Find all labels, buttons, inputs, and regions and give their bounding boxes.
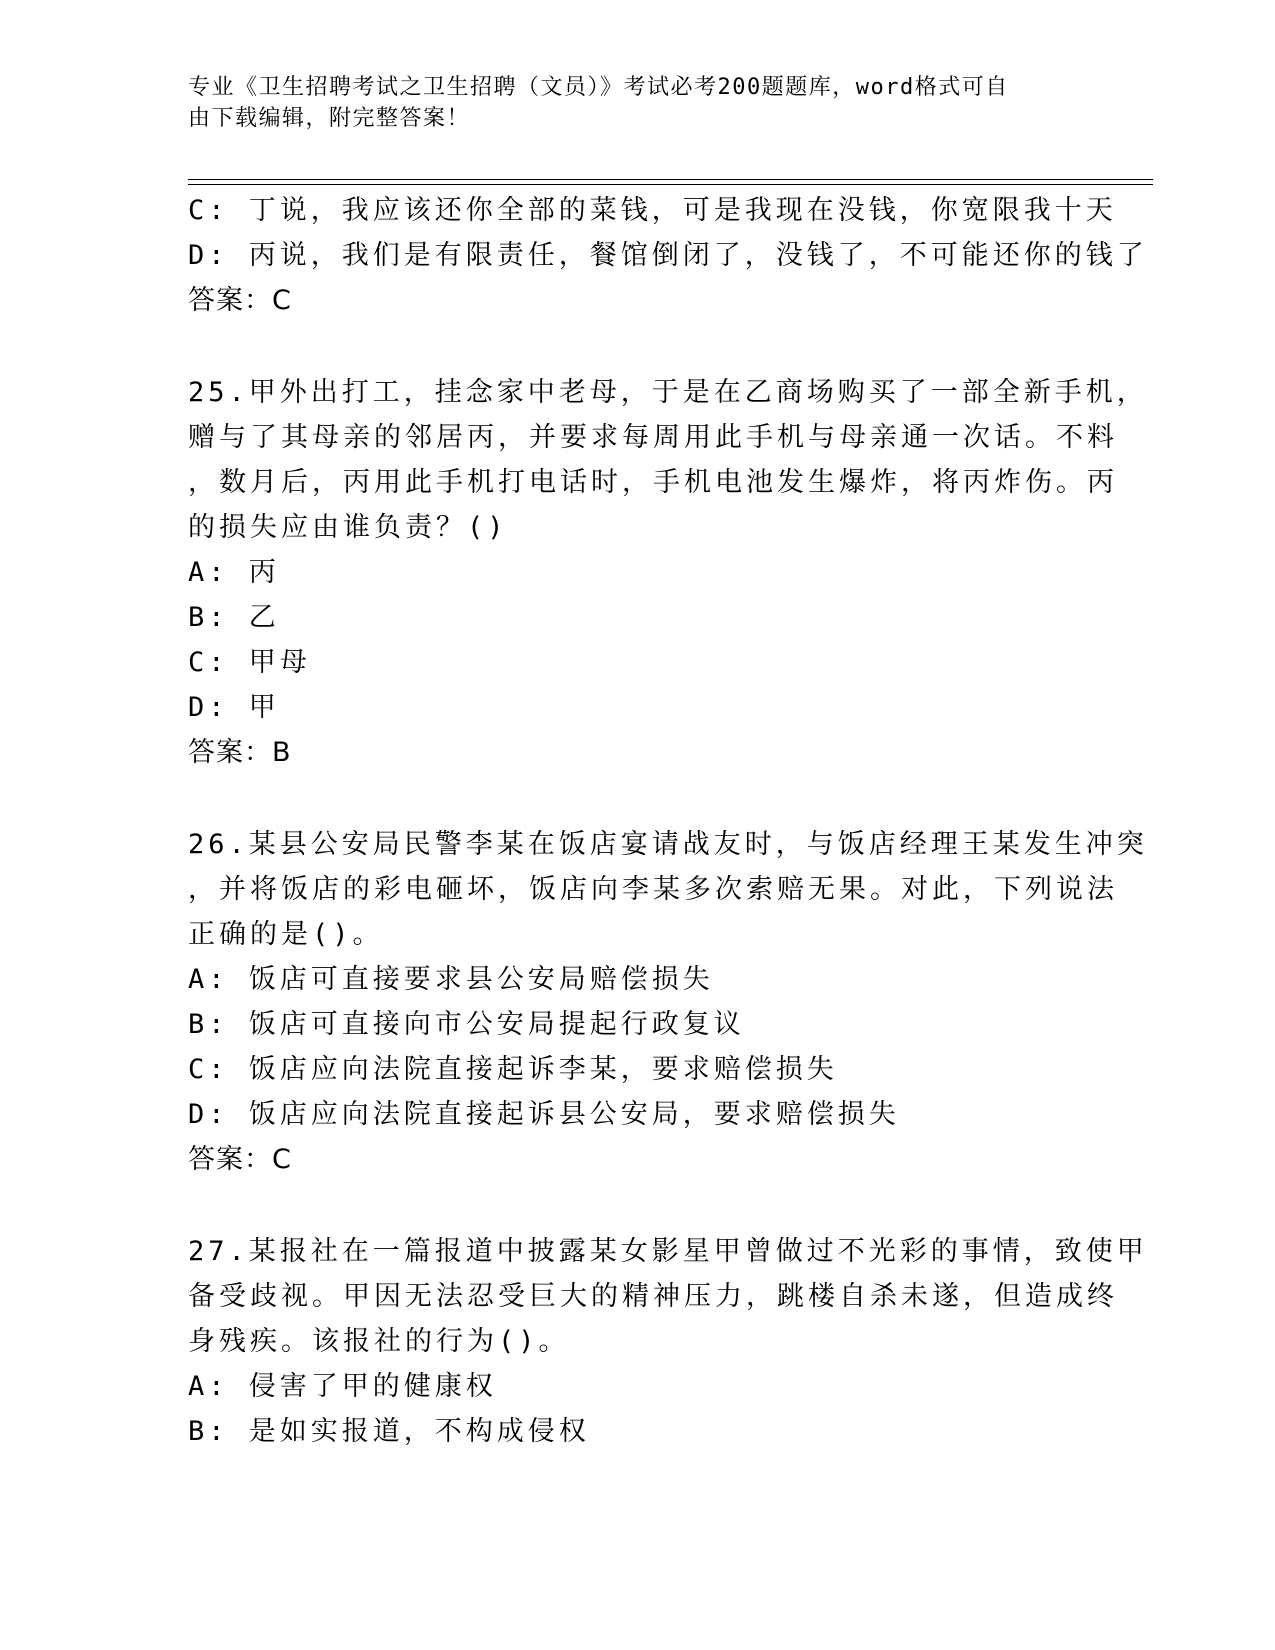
document-body <box>188 188 1148 1454</box>
option-c: C: 丁说，我应该还你全部的菜钱，可是我现在没钱，你宽限我十天 <box>188 195 1117 226</box>
stem-line: 26.某县公安局民警李某在饭店宴请战友时，与饭店经理王某发生冲突 <box>188 829 1148 860</box>
stem-line: 身残疾。该报社的行为()。 <box>188 1326 570 1357</box>
option-d: D: 甲 <box>188 692 280 723</box>
stem-line: 备受歧视。甲因无法忍受巨大的精神压力，跳楼自杀未遂，但造成终 <box>188 1281 1118 1312</box>
option-b: B: 乙 <box>188 602 280 633</box>
option-a: A: 饭店可直接要求县公安局赔偿损失 <box>188 964 714 995</box>
stem-line: ，数月后，丙用此手机打电话时，手机电池发生爆炸，将丙炸伤。丙 <box>188 467 1118 498</box>
option-a: A: 丙 <box>188 557 280 588</box>
stem-line: 的损失应由谁负责？() <box>188 512 508 543</box>
question-stem <box>188 370 1148 550</box>
stem-line: ，并将饭店的彩电砸坏，饭店向李某多次索赔无果。对此，下列说法 <box>188 874 1118 905</box>
answer: 答案：C <box>188 1144 292 1175</box>
spacer <box>188 775 1088 822</box>
option-c: C: 饭店应向法院直接起诉李某，要求赔偿损失 <box>188 1054 838 1085</box>
stem-line: 27.某报社在一篇报道中披露某女影星甲曾做过不光彩的事情，致使甲 <box>188 1236 1148 1267</box>
question-26 <box>188 822 1148 1182</box>
answer: 答案：C <box>188 285 292 316</box>
spacer <box>188 1182 1088 1229</box>
option-b: B: 是如实报道，不构成侵权 <box>188 1416 590 1447</box>
question-25 <box>188 370 1148 775</box>
stem-line: 赠与了其母亲的邻居丙，并要求每周用此手机与母亲通一次话。不料 <box>188 422 1118 453</box>
spacer <box>188 323 1088 370</box>
header-divider-bottom <box>188 184 1153 185</box>
option-c: C: 甲母 <box>188 647 311 678</box>
question-stem <box>188 822 1148 957</box>
header-line-2: 由下载编辑，附完整答案！ <box>188 106 471 131</box>
header-line-1: 专业《卫生招聘考试之卫生招聘（文员）》考试必考200题题库，word格式可自 <box>188 75 1009 100</box>
option-b: B: 饭店可直接向市公安局提起行政复议 <box>188 1009 745 1040</box>
stem-line: 正确的是()。 <box>188 919 384 950</box>
option-d: D: 饭店应向法院直接起诉县公安局，要求赔偿损失 <box>188 1099 900 1130</box>
answer: 答案：B <box>188 737 292 768</box>
question-stem <box>188 1229 1148 1364</box>
header-divider-top <box>188 179 1153 180</box>
stem-line: 25.甲外出打工，挂念家中老母，于是在乙商场购买了一部全新手机， <box>188 377 1148 408</box>
document-header <box>188 72 1068 134</box>
option-d: D: 丙说，我们是有限责任，餐馆倒闭了，没钱了，不可能还你的钱了 <box>188 240 1148 271</box>
option-a: A: 侵害了甲的健康权 <box>188 1371 497 1402</box>
question-27 <box>188 1229 1148 1454</box>
continued-question <box>188 188 1148 323</box>
